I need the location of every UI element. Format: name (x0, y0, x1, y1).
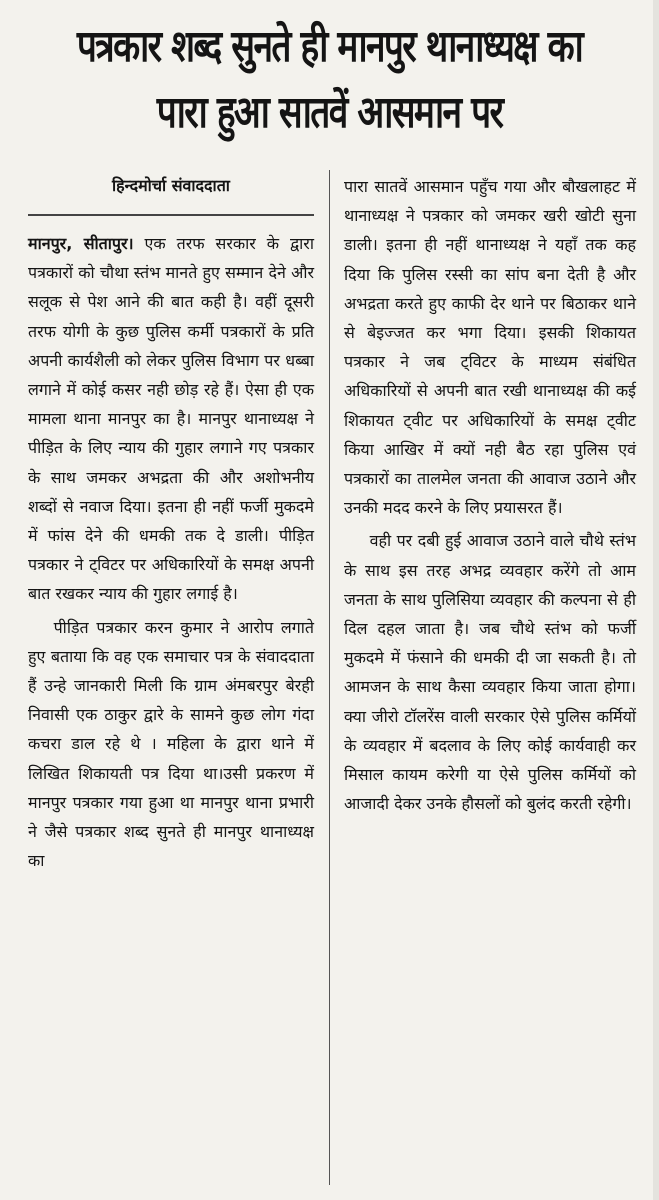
headline-line-1: पत्रकार शब्द सुनते ही मानपुर थानाध्यक्ष का (76, 21, 583, 72)
left-paragraph-1-text: एक तरफ सरकार के द्वारा पत्रकारों को चौथा स्तंभ मानते हुए सम्मान देने और सलूक से पेश आने की बात कही है। वहीं दूसरी तरफ योगी के कुछ पुलिस कर्मी पत्रकारों के प्रति अपनी कार्यशैली को लेकर पुलिस विभाग पर धब्बा लगाने में कोई कसर नही छोड़ रहे हैं। ऐसा ही एक मामला थाना मानपुर का है। मानपुर थानाध्यक्ष ने पीड़ित के लिए न्याय की गुहार लगाने गए पत्रकार के साथ जमकर अभद्रता की और अशोभनीय शब्दों से नवाज दिया। इतना ही नहीं फर्जी मुकदमे में फांस देने की धमकी तक दे डाली। पीड़ित पत्रकार ने ट्विटर पर अधिकारियों के समक्ष अपनी बात रखकर न्याय की गुहार लगाई है। (28, 234, 314, 604)
headline-line-2: पारा हुआ सातवें आसमान पर (156, 87, 503, 138)
dateline: मानपुर, सीतापुर। (28, 234, 134, 253)
column-divider (329, 170, 330, 1185)
headline (0, 14, 659, 146)
left-paragraph-1 (28, 229, 314, 609)
page-edge (653, 0, 659, 1200)
right-paragraph-1: पारा सातवें आसमान पहुँच गया और बौखलाहट में थानाध्यक्ष ने पत्रकार को जमकर खरी खोटी सुना डाली। इतना ही नहीं थानाध्यक्ष ने यहाँ तक कह दिया कि पुलिस रस्सी का सांप बना देती है और अभद्रता करते हुए काफी देर थाने पर बिठाकर थाने से बेइज्जत कर भगा दिया। इसकी शिकायत पत्रकार ने जब ट्विटर के माध्यम संबंधित अधिकारियों से अपनी बात रखी थानाध्यक्ष की कई शिकायत ट्वीट पर अधिकारियों के समक्ष ट्वीट किया आखिर में क्यों नही बैठ रहा पुलिस एवं पत्रकारों का तालमेल जनता की आवाज उठाने और उनकी मदद करने के लिए प्रयासरत हैं। (344, 177, 636, 518)
byline-rule (28, 214, 314, 216)
byline: हिन्दमोर्चा संवाददाता (112, 176, 230, 195)
right-paragraph-2: वही पर दबी हुई आवाज उठाने वाले चौथे स्तंभ के साथ इस तरह अभद्र व्यवहार करेंगे तो आम जनता के साथ पुलिसिया व्यवहार की कल्पना से ही दिल दहल जाता है। जब चौथे स्तंभ को फर्जी मुकदमे में फंसाने की धमकी दी जा सकती है। तो आमजन के साथ कैसा व्यवहार किया जाता होगा। क्या जीरो टॉलरेंस वाली सरकार ऐसे पुलिस कर्मियों के व्यवहार में बदलाव के लिए कोई कार्यवाही कर मिसाल कायम करेगी या ऐसे पुलिस कर्मियों को आजादी देकर उनके हौसलों को बुलंद करती रहेगी। (344, 531, 636, 814)
right-column (344, 172, 636, 818)
left-paragraph-2: पीड़ित पत्रकार करन कुमार ने आरोप लगाते हुए बताया कि वह एक समाचार पत्र के संवाददाता हैं उन्हे जानकारी मिली कि ग्राम अंमबरपुर बेरही निवासी एक ठाकुर द्वारे के सामने कुछ लोग गंदा कचरा डाल रहे थे । महिला के द्वारा थाने में लिखित शिकायती पत्र दिया था।उसी प्रकरण में मानपुर पत्रकार गया हुआ था मानपुर थाना प्रभारी ने जैसे पत्रकार शब्द सुनते ही मानपुर थानाध्यक्ष का (28, 617, 314, 871)
left-column (28, 229, 314, 875)
